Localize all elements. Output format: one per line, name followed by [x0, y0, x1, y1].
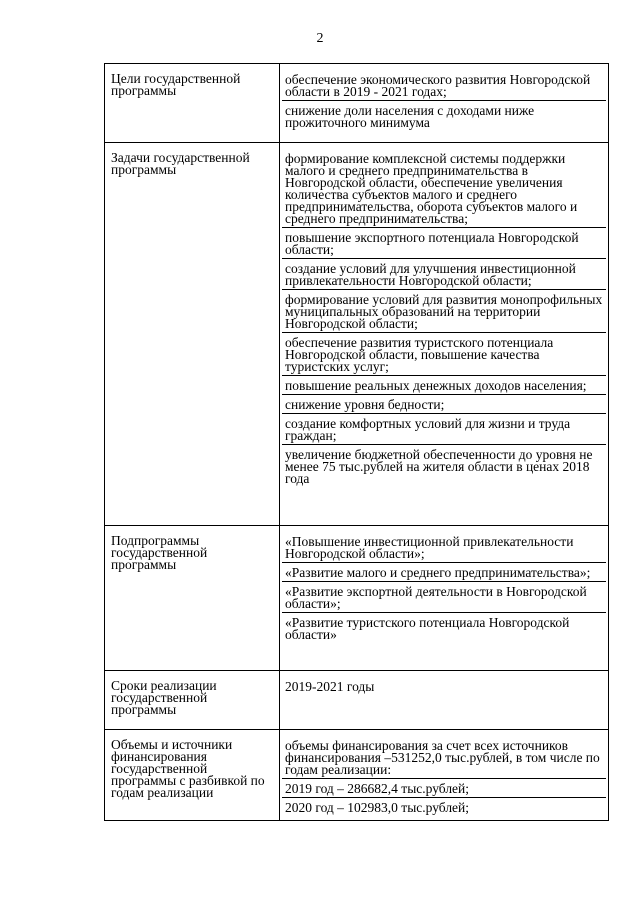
list-item: «Развитие малого и среднего предпринимательства»; [282, 562, 606, 579]
list-item: снижение доли населения с доходами ниже прожиточного минимума [282, 100, 606, 129]
page-number: 2 [316, 31, 324, 46]
row-label-cell [105, 730, 280, 821]
row-label: Задачи государственной программы [111, 150, 250, 177]
row-label-cell [105, 671, 280, 730]
list-item: формирование условий для развития монопрофильных муниципальных образований на территории Новгородской области; [282, 289, 606, 330]
list-item: формирование комплексной системы поддержки малого и среднего предпринимательства в Новгородской области, обеспечение увеличения количества субъектов малого и среднего предпринимательства, оборота субъектов малого и среднего предпринимательства; [285, 151, 578, 226]
list-item: 2020 год – 102983,0 тыс.рублей; [282, 797, 606, 814]
list-item: «Развитие туристского потенциала Новгородской области» [282, 612, 606, 641]
list-item: обеспечение развития туристского потенциала Новгородской области, повышение качества туристских услуг; [282, 332, 606, 373]
list-item: объемы финансирования за счет всех источников финансирования –531252,0 тыс.рублей, в том числе по годам реализации: [285, 738, 600, 777]
table-row-goals [105, 64, 609, 143]
list-item: «Развитие экспортной деятельности в Новгородской области»; [282, 581, 606, 610]
row-value-cell [280, 671, 609, 730]
row-value-cell [280, 64, 609, 143]
row-label: Сроки реализации государственной программы [111, 678, 217, 717]
table-row-subprograms [105, 526, 609, 671]
row-value-cell [280, 143, 609, 526]
list-item: создание комфортных условий для жизни и труда граждан; [282, 413, 606, 442]
table-row-timeline [105, 671, 609, 730]
list-item: увеличение бюджетной обеспеченности до уровня не менее 75 тыс.рублей на жителя области в ценах 2018 года [282, 444, 606, 485]
row-value-cell [280, 526, 609, 671]
list-item: повышение реальных денежных доходов населения; [282, 375, 606, 392]
row-value-cell [280, 730, 609, 821]
list-item: повышение экспортного потенциала Новгородской области; [282, 227, 606, 256]
row-label-cell [105, 143, 280, 526]
list-item: «Повышение инвестиционной привлекательности Новгородской области»; [285, 534, 574, 561]
row-label-cell [105, 526, 280, 671]
row-label-cell [105, 64, 280, 143]
list-item: 2019-2021 годы [285, 679, 375, 694]
program-passport-table [104, 63, 609, 821]
list-item: создание условий для улучшения инвестиционной привлекательности Новгородской области; [282, 258, 606, 287]
list-item: снижение уровня бедности; [282, 394, 606, 411]
list-item: 2019 год – 286682,4 тыс.рублей; [282, 778, 606, 795]
row-label: Цели государственной программы [111, 71, 241, 98]
row-label: Подпрограммы государственной программы [111, 533, 208, 572]
list-item: обеспечение экономического развития Новгородской области в 2019 - 2021 годах; [285, 72, 591, 99]
table-row-tasks [105, 143, 609, 526]
table-row-funding [105, 730, 609, 821]
row-label: Объемы и источники финансирования государственной программы с разбивкой по годам реализации [111, 737, 265, 800]
